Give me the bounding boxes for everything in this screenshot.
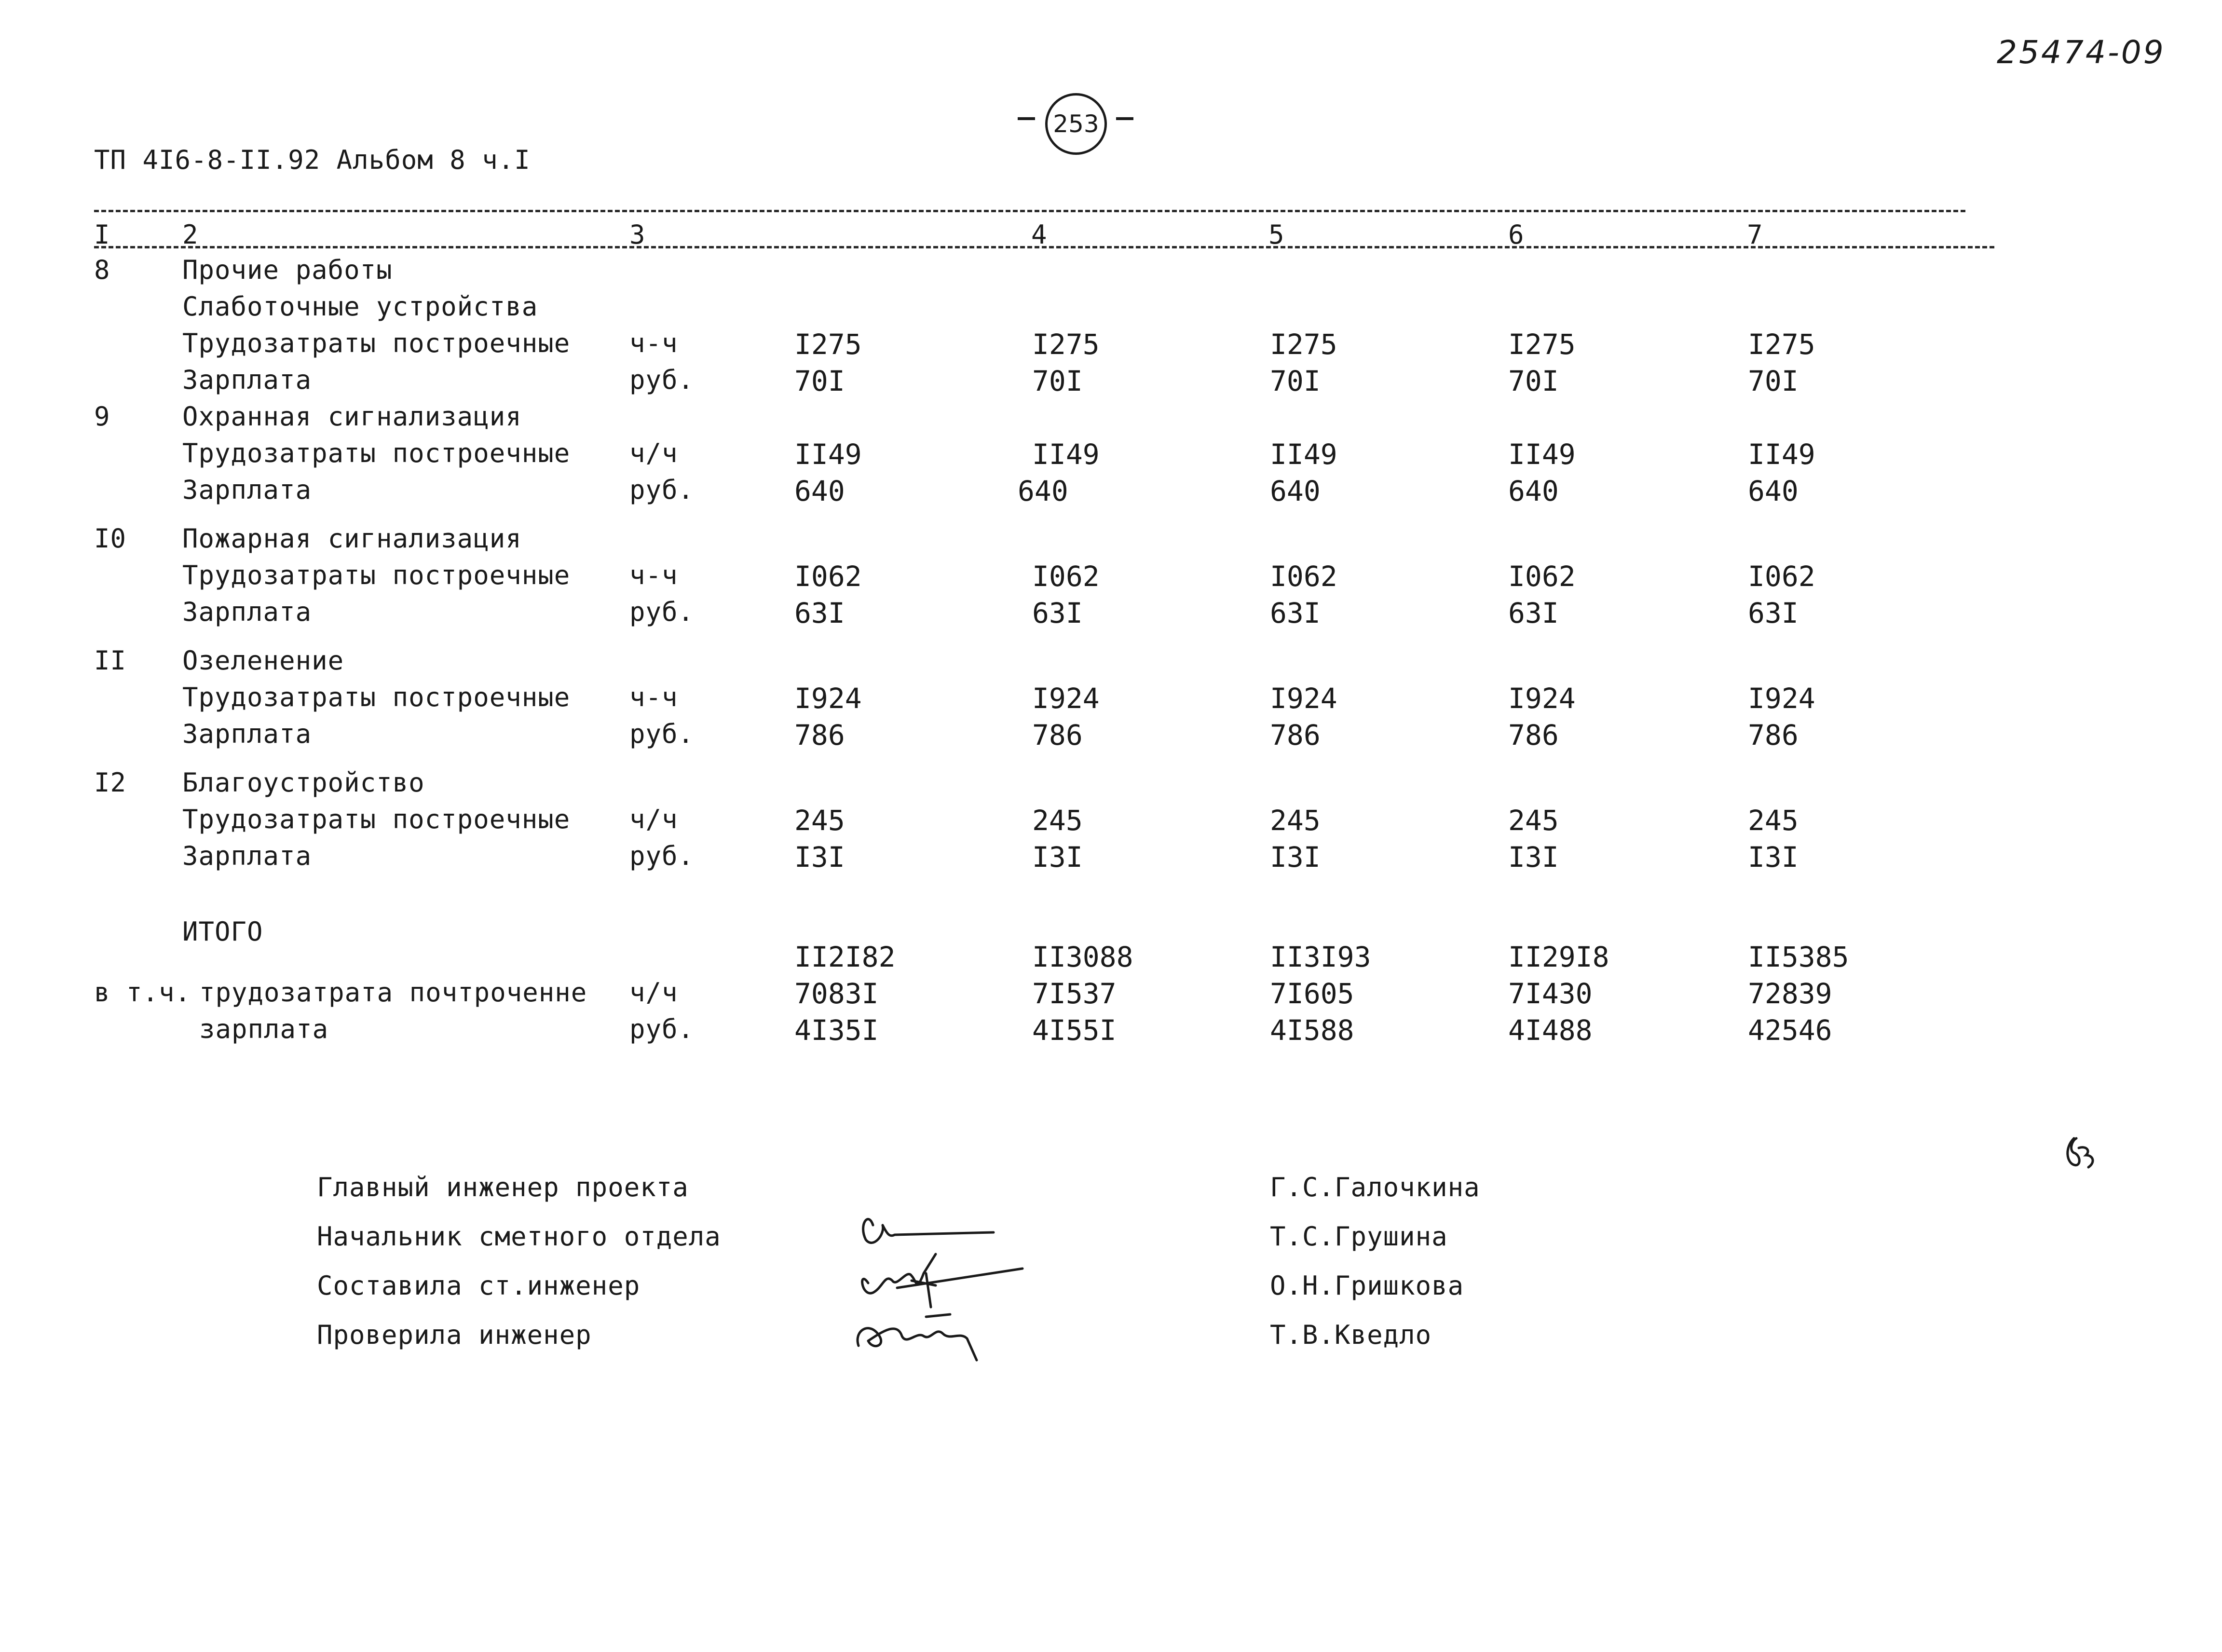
cell-value: I275: [1508, 328, 1576, 361]
row-unit: руб.: [629, 365, 695, 395]
cell-value: 245: [1270, 804, 1321, 837]
cell-value: 72839: [1748, 977, 1832, 1010]
row-label: Зарплата: [182, 719, 312, 749]
section-number: I2: [94, 767, 127, 798]
cell-value: I924: [1270, 682, 1337, 715]
signature-scribbles: [839, 1196, 1051, 1370]
row-unit: руб.: [629, 841, 695, 871]
corner-mark: [2059, 1129, 2103, 1179]
section-number: I0: [94, 523, 127, 554]
cell-value: 63I: [1508, 597, 1559, 629]
row-unit: руб.: [629, 719, 695, 749]
row-unit: руб.: [629, 475, 695, 505]
cell-value: 63I: [1270, 597, 1321, 629]
row-label: Трудозатраты построечные: [182, 560, 571, 590]
section-title: Охранная сигнализация: [182, 401, 522, 432]
row-unit: руб.: [629, 1014, 695, 1044]
signature-role: Начальник сметного отдела: [317, 1221, 721, 1252]
cell-value: 70I: [1032, 365, 1083, 397]
total-value: II3I93: [1270, 941, 1371, 973]
corner-mark-scribble: [2059, 1129, 2103, 1177]
row-label: Зарплата: [182, 475, 312, 505]
signature-name: Т.В.Кведло: [1270, 1320, 1432, 1350]
cell-value: 7083I: [794, 977, 879, 1010]
total-label: ИТОГО: [182, 916, 263, 947]
row-unit: ч/ч: [629, 977, 678, 1008]
cell-value: 7I430: [1508, 977, 1593, 1010]
total-value: II29I8: [1508, 941, 1609, 973]
cell-value: I275: [1270, 328, 1337, 361]
section-number: II: [94, 645, 127, 676]
cell-value: 786: [1508, 719, 1559, 751]
cell-value: 63I: [1748, 597, 1799, 629]
dash-left: [1018, 117, 1035, 120]
cell-value: I924: [794, 682, 862, 715]
cell-value: I275: [794, 328, 862, 361]
cell-value: 640: [1508, 475, 1559, 507]
cell-value: 786: [1748, 719, 1799, 751]
row-unit: ч-ч: [629, 560, 678, 590]
col-header-3: 3: [629, 219, 646, 250]
document-number: 25474-09: [1997, 34, 2166, 71]
cell-value: I3I: [1270, 841, 1321, 874]
cell-value: 640: [1748, 475, 1799, 507]
cell-value: I062: [1508, 560, 1576, 593]
cell-value: II49: [794, 438, 862, 471]
cell-value: 786: [1270, 719, 1321, 751]
cell-value: 245: [1508, 804, 1559, 837]
page-number: 253: [1045, 93, 1107, 155]
including-prefix: в т.ч.: [94, 977, 191, 1008]
cell-value: 63I: [794, 597, 845, 629]
signature-role: Проверила инженер: [317, 1320, 592, 1350]
cell-value: I3I: [1748, 841, 1799, 874]
col-header-4: 4: [1031, 219, 1048, 250]
cell-value: II49: [1748, 438, 1815, 471]
row-unit: ч-ч: [629, 328, 678, 358]
cell-value: 640: [1270, 475, 1321, 507]
section-title: Прочие работы: [182, 255, 393, 285]
row-label: Трудозатраты построечные: [182, 328, 571, 358]
total-value: II5385: [1748, 941, 1849, 973]
col-header-1: I: [94, 219, 110, 250]
cell-value: I3I: [794, 841, 845, 874]
cell-value: 63I: [1032, 597, 1083, 629]
cell-value: 786: [794, 719, 845, 751]
cell-value: I062: [1032, 560, 1100, 593]
row-label: Зарплата: [182, 365, 312, 395]
cell-value: 640: [794, 475, 845, 507]
including-row-label: трудозатрата почтроченне: [199, 977, 587, 1008]
row-label: Трудозатраты построечные: [182, 804, 571, 834]
cell-value: II49: [1270, 438, 1337, 471]
cell-value: I924: [1748, 682, 1815, 715]
cell-value: I062: [794, 560, 862, 593]
cell-value: 245: [1748, 804, 1799, 837]
section-subtitle: Слаботочные устройства: [182, 291, 538, 322]
section-title: Пожарная сигнализация: [182, 523, 522, 554]
cell-value: 70I: [1270, 365, 1321, 397]
col-header-2: 2: [182, 219, 199, 250]
row-label: Зарплата: [182, 841, 312, 871]
cell-value: 4I588: [1270, 1014, 1354, 1047]
cell-value: I275: [1748, 328, 1815, 361]
cell-value: 70I: [794, 365, 845, 397]
cell-value: 4I35I: [794, 1014, 879, 1047]
cell-value: 4I55I: [1032, 1014, 1117, 1047]
section-title: Озеленение: [182, 645, 344, 676]
cell-value: I062: [1270, 560, 1337, 593]
including-row-label: зарплата: [199, 1014, 329, 1044]
cell-value: I275: [1032, 328, 1100, 361]
cell-value: 70I: [1748, 365, 1799, 397]
cell-value: 70I: [1508, 365, 1559, 397]
signature-name: Т.С.Грушина: [1270, 1221, 1448, 1252]
handwritten-signatures: [839, 1196, 1051, 1370]
col-header-5: 5: [1268, 219, 1285, 250]
signature-role: Составила ст.инженер: [317, 1270, 641, 1301]
cell-value: I924: [1032, 682, 1100, 715]
page-number-marker: [1013, 92, 1138, 159]
row-unit: ч/ч: [629, 438, 678, 468]
header-rule-top: [94, 210, 1965, 212]
signature-role: Главный инженер проекта: [317, 1172, 689, 1202]
document-header-title: ТП 4I6-8-II.92 Альбом 8 ч.I: [94, 145, 531, 175]
cell-value: I062: [1748, 560, 1815, 593]
cell-value: 245: [794, 804, 845, 837]
row-unit: ч-ч: [629, 682, 678, 712]
cell-value: I3I: [1508, 841, 1559, 874]
col-header-7: 7: [1747, 219, 1763, 250]
cell-value: 245: [1032, 804, 1083, 837]
row-label: Зарплата: [182, 597, 312, 627]
cell-value: 7I537: [1032, 977, 1117, 1010]
row-unit: руб.: [629, 597, 695, 627]
dash-right: [1116, 117, 1133, 120]
section-number: 8: [94, 255, 110, 285]
row-label: Трудозатраты построечные: [182, 682, 571, 712]
total-value: II3088: [1032, 941, 1133, 973]
cell-value: 7I605: [1270, 977, 1354, 1010]
section-title: Благоустройство: [182, 767, 425, 798]
row-label: Трудозатраты построечные: [182, 438, 571, 468]
row-unit: ч/ч: [629, 804, 678, 834]
cell-value: 42546: [1748, 1014, 1832, 1047]
signature-name: О.Н.Гришкова: [1270, 1270, 1464, 1301]
cell-value: I3I: [1032, 841, 1083, 874]
cell-value: 786: [1032, 719, 1083, 751]
cell-value: I924: [1508, 682, 1576, 715]
cell-value: 640: [1018, 475, 1068, 507]
col-header-6: 6: [1508, 219, 1525, 250]
cell-value: 4I488: [1508, 1014, 1593, 1047]
section-number: 9: [94, 401, 110, 432]
cell-value: II49: [1508, 438, 1576, 471]
cell-value: II49: [1032, 438, 1100, 471]
signature-name: Г.С.Галочкина: [1270, 1172, 1480, 1202]
total-value: II2I82: [794, 941, 896, 973]
